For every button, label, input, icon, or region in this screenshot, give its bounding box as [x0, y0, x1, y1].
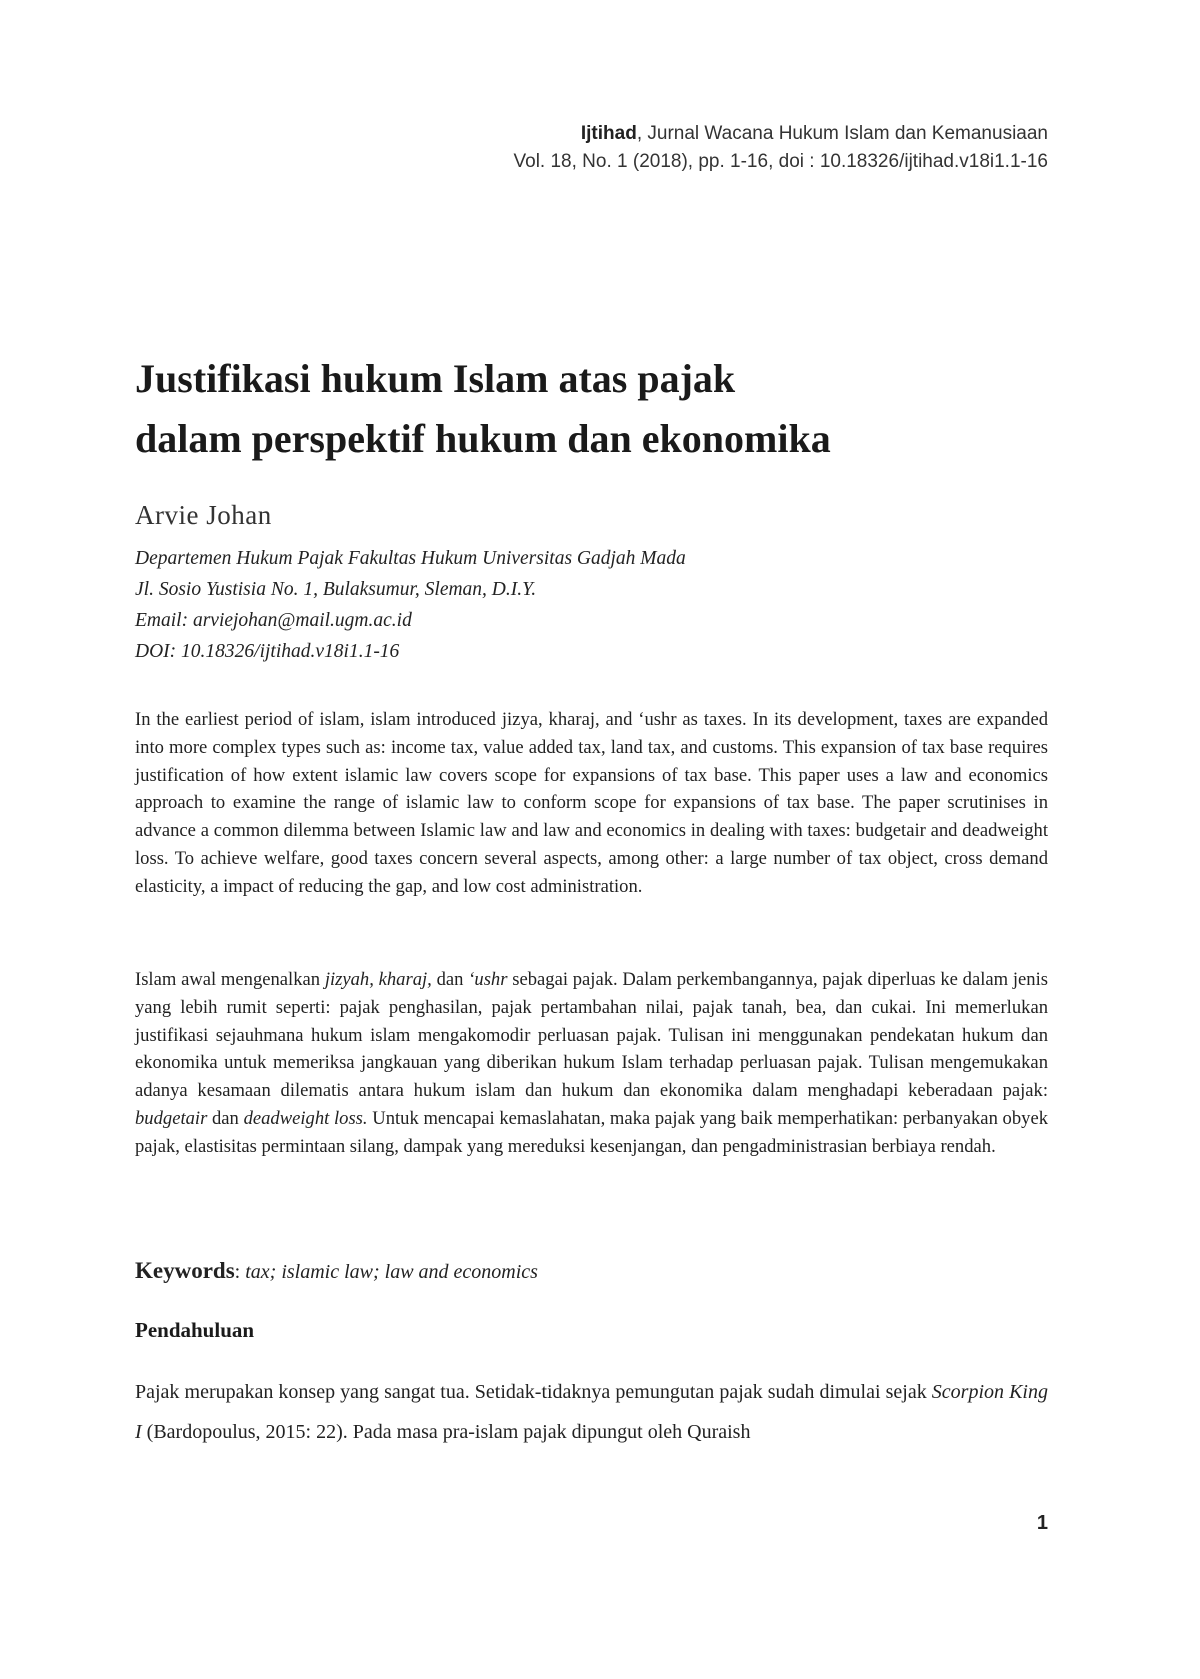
- journal-subtitle: , Jurnal Wacana Hukum Islam dan Kemanusiaan: [636, 123, 1048, 144]
- keywords-label: Keywords: [135, 1258, 235, 1283]
- journal-name-line: [514, 120, 1048, 148]
- author-name: Arvie Johan: [135, 500, 272, 530]
- article-title-line-2: dalam perspektif hukum dan ekonomika: [135, 416, 831, 461]
- keywords-separator: :: [234, 1261, 246, 1283]
- affiliation-email: Email: arviejohan@mail.ugm.ac.id: [135, 610, 412, 631]
- abstract-id-term: deadweight loss.: [243, 1107, 368, 1129]
- article-title-line-1: Justifikasi hukum Islam atas pajak: [135, 356, 736, 401]
- page-number: 1: [1036, 1512, 1048, 1534]
- affiliation-department: Departemen Hukum Pajak Fakultas Hukum Universitas Gadjah Mada: [135, 548, 686, 569]
- journal-name: Ijtihad: [580, 123, 637, 144]
- body-text: Pajak merupakan konsep yang sangat tua. Setidak-tidaknya pemungutan pajak sudah dimulai sejak: [135, 1381, 932, 1403]
- affiliation-doi: DOI: 10.18326/ijtihad.v18i1.1-16: [135, 641, 400, 662]
- keywords: [135, 1258, 538, 1284]
- journal-citation: Vol. 18, No. 1 (2018), pp. 1-16, doi : 10.18326/ijtihad.v18i1.1-16: [513, 151, 1048, 172]
- abstract-id-text: dan: [431, 969, 469, 990]
- article-title: [135, 349, 1075, 469]
- abstract-id-text: Islam awal mengenalkan: [135, 969, 325, 990]
- affiliation-address: Jl. Sosio Yustisia No. 1, Bulaksumur, Sleman, D.I.Y.: [135, 579, 537, 600]
- author-affiliation: [135, 543, 686, 667]
- section-heading: Pendahuluan: [135, 1318, 255, 1342]
- abstract-id-text: dan: [207, 1107, 244, 1129]
- abstract-id-term: budgetair: [135, 1107, 208, 1129]
- abstract-id-term: ‘ushr: [468, 969, 508, 990]
- body-paragraph: [135, 1372, 1048, 1452]
- keywords-values: tax; islamic law; law and economics: [245, 1261, 538, 1283]
- body-text: (Bardopoulus, 2015: 22). Pada masa pra-islam pajak dipungut oleh Quraish: [141, 1421, 751, 1443]
- journal-header: [514, 120, 1048, 176]
- abstract-id-text: Untuk mencapai kemaslahatan, maka pajak yang baik memperhatikan: perbanyakan obyek pajak, elastisitas permintaan silang, dampak yang mereduksi kesenjangan, dan pengadministrasian berbiaya rendah.: [135, 1107, 1048, 1157]
- abstract-indonesian: [135, 966, 1048, 1161]
- body-term: Scorpion King I: [135, 1381, 1048, 1443]
- abstract-id-term: jizyah, kharaj,: [324, 969, 432, 990]
- abstract-english: In the earliest period of islam, islam introduced jizya, kharaj, and ‘ushr as taxes. In its development, taxes are expanded into more complex types such as: income tax, value added tax, land tax, and customs. This expansion of tax base requires justification of how extent islamic law covers scope for expansions of tax base. This paper uses a law and economics approach to examine the range of islamic law to conform scope for expansions of tax base. The paper scrutinises in advance a common dilemma between Islamic law and law and economics in dealing with taxes: budgetair and deadweight loss. To achieve welfare, good taxes concern several aspects, among other: a large number of tax object, cross demand elasticity, a impact of reducing the gap, and low cost administration.: [135, 709, 1048, 897]
- abstract-id-text: sebagai pajak. Dalam perkembangannya, pajak diperluas ke dalam jenis yang lebih rumit seperti: pajak penghasilan, pajak pertambahan nilai, pajak tanah, bea, dan cukai. Ini memerlukan justifikasi sejauhmana hukum islam mengakomodir perluasan pajak. Tulisan ini menggunakan pendekatan hukum dan ekonomika untuk memeriksa jangkauan yang diberikan hukum Islam terhadap perluasan pajak. Tulisan mengemukakan adanya kesamaan dilematis antara hukum islam dan hukum dan ekonomika dalam menghadapi keberadaan pajak:: [135, 969, 1048, 1102]
